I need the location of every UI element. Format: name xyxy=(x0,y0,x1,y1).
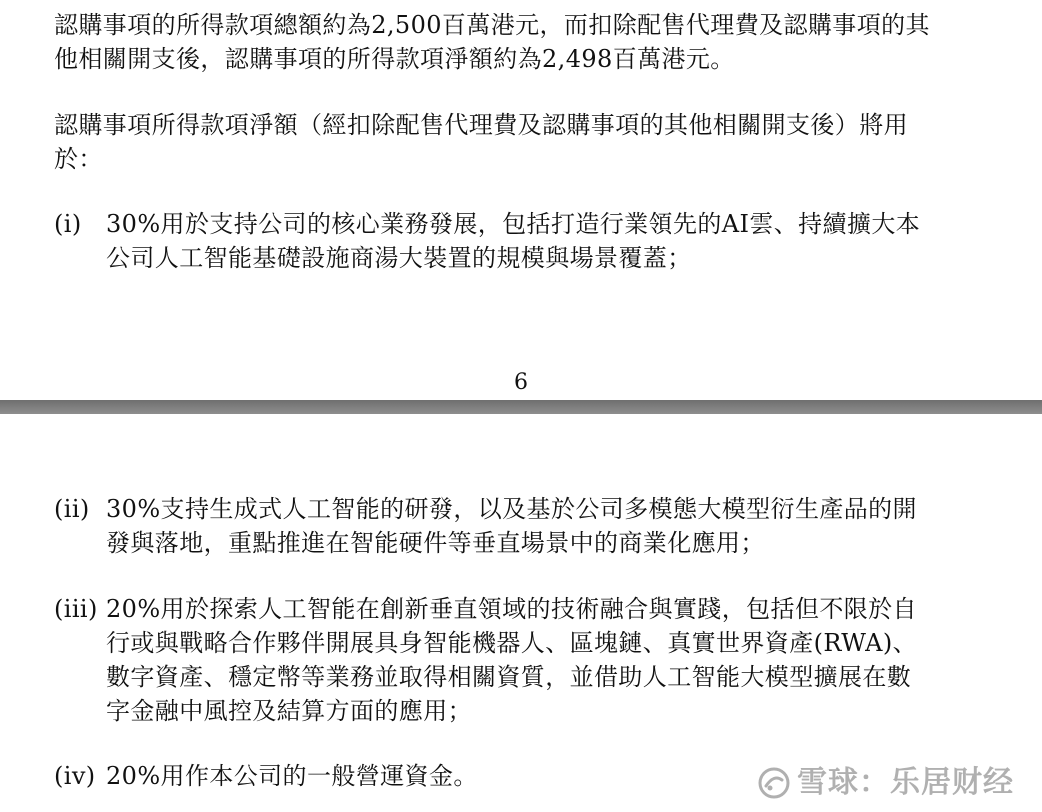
paragraph-proceeds-amount xyxy=(54,8,999,76)
list-item-body xyxy=(106,759,478,793)
list-item-body xyxy=(106,592,917,728)
list-item-line: 公司人工智能基礎設施商湯大裝置的規模與場景覆蓋； xyxy=(106,244,692,272)
list-item-line: 行或與戰略合作夥伴開展具身智能機器人、區塊鏈、真實世界資產(RWA)、 xyxy=(106,629,918,657)
list-item-number: (iii) xyxy=(54,595,98,623)
list-item-line: 發與落地，重點推進在智能硬件等垂直場景中的商業化應用； xyxy=(106,529,765,557)
list-item-line: 20%用作本公司的一般營運資金。 xyxy=(106,762,478,790)
document-page-top xyxy=(0,0,1042,400)
page-number: 6 xyxy=(514,370,528,395)
paragraph-line: 於： xyxy=(54,145,103,173)
list-item-line: 字金融中風控及結算方面的應用； xyxy=(106,697,472,725)
list-item-line: 30%支持生成式人工智能的研發，以及基於公司多模態大模型衍生產品的開 xyxy=(106,495,917,523)
snowball-logo-icon xyxy=(757,766,791,800)
paragraph-line: 認購事項所得款項淨額（經扣除配售代理費及認購事項的其他相關開支後）將用 xyxy=(54,111,908,139)
watermark xyxy=(757,766,1014,800)
watermark-text: 雪球：乐居财经 xyxy=(797,765,1014,800)
list-item-line: 數字資產、穩定幣等業務並取得相關資質，並借助人工智能大模型擴展在數 xyxy=(106,663,912,691)
list-item-line: 30%用於支持公司的核心業務發展，包括打造行業領先的AI雲、持續擴大本 xyxy=(106,210,921,238)
page-separator xyxy=(0,400,1042,414)
document-page-bottom xyxy=(0,414,1042,812)
paragraph-proceeds-use-intro xyxy=(54,108,999,176)
list-item-number: (ii) xyxy=(54,495,90,523)
list-item-number: (i) xyxy=(54,210,82,238)
list-item-body xyxy=(106,207,920,275)
paragraph-line: 認購事項的所得款項總額約為2,500百萬港元，而扣除配售代理費及認購事項的其 xyxy=(54,11,930,39)
list-item-line: 20%用於探索人工智能在創新垂直領域的技術融合與實踐，包括但不限於自 xyxy=(106,595,917,623)
list-item-number: (iv) xyxy=(54,762,96,790)
list-item-body xyxy=(106,492,917,560)
paragraph-line: 他相關開支後，認購事項的所得款項淨額約為2,498百萬港元。 xyxy=(54,45,735,73)
